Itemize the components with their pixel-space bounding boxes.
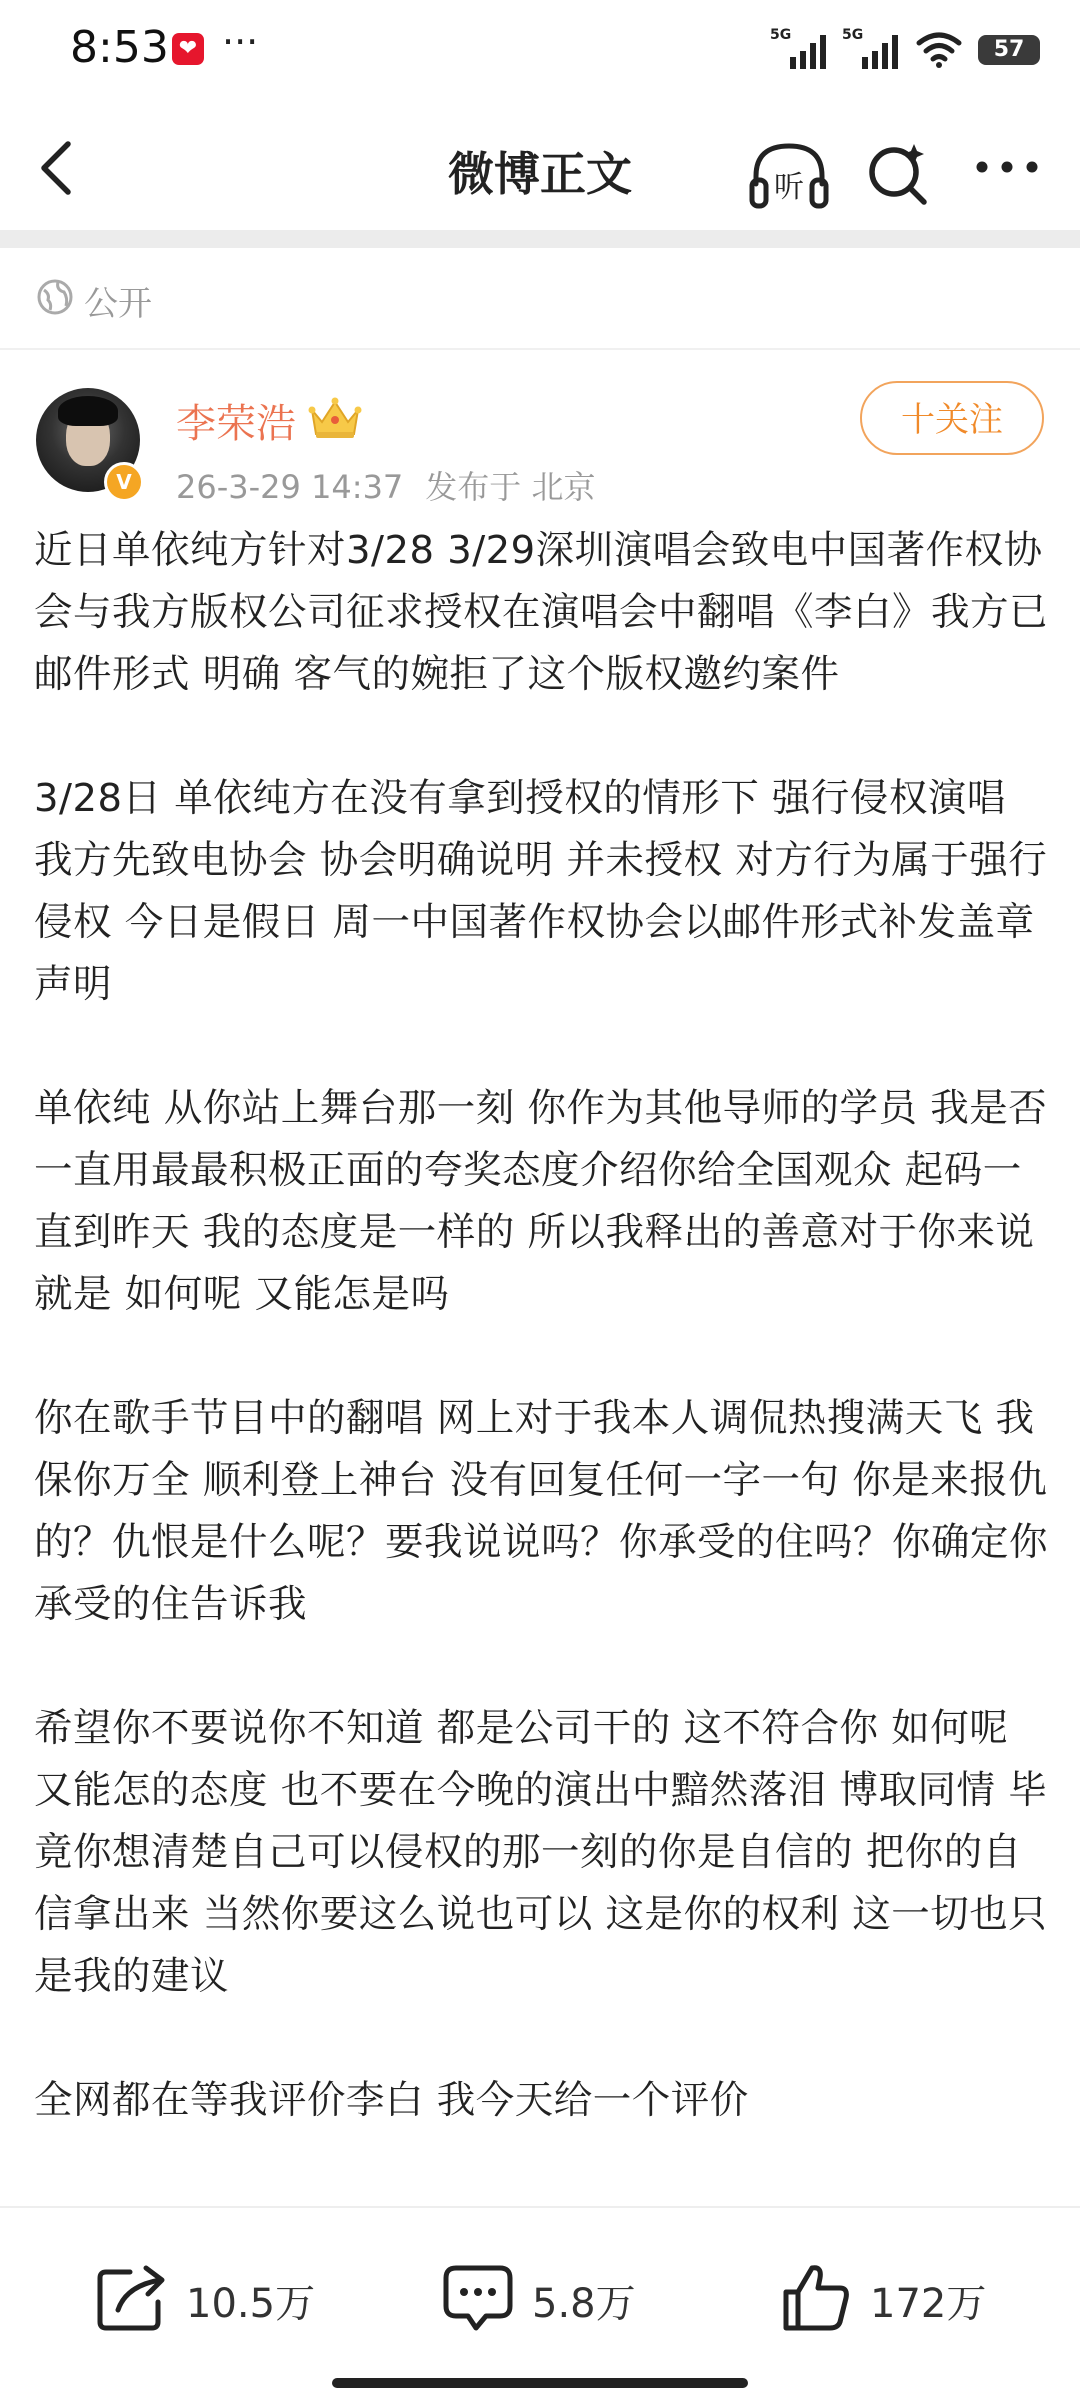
home-indicator[interactable] (332, 2378, 748, 2388)
page-title: 微博正文 (448, 147, 632, 201)
post-paragraph: 你在歌手节目中的翻唱 网上对于我本人调侃热搜满天飞 我保你万全 顺利登上神台 没有回复任何一字一句 你是来报仇的？仇恨是什么呢？要我说说吗？你承受的住吗？你确定你承受的住告诉我 (34, 1396, 1049, 1627)
like-button[interactable] (780, 2262, 1000, 2332)
comment-icon (442, 2262, 514, 2332)
follow-button[interactable]: 十关注 (860, 381, 1044, 455)
post-timestamp: 26-3-29 14:37 (176, 468, 404, 506)
status-bar (0, 0, 1080, 100)
author-row (0, 370, 1080, 510)
section-divider (0, 230, 1080, 248)
thumbs-up-icon (780, 2262, 852, 2334)
action-bar (0, 2206, 1080, 2402)
post-paragraph: 全网都在等我评价李白 我今天给一个评价 (34, 2078, 749, 2123)
post-paragraph: 希望你不要说你不知道 都是公司干的 这不符合你 如何呢 又能怎的态度 也不要在今晚的演出中黯然落泪 博取同情 毕竟你想清楚自己可以侵权的那一刻的你是自信的 把你的自信拿出来 当然你要这么说也可以 这是你的权利 这一切也只是我的建议 (34, 1706, 1048, 1999)
post-paragraph: 近日单依纯方针对3/28 3/29深圳演唱会致电中国著作权协会与我方版权公司征求授权在演唱会中翻唱《李白》我方已邮件形式 明确 客气的婉拒了这个版权邀约案件 (34, 528, 1049, 697)
visibility-row (0, 248, 1080, 350)
author-name[interactable]: 李荣浩 (176, 401, 296, 447)
status-more-dots: ··· (222, 20, 259, 64)
more-dots-icon[interactable] (972, 152, 1042, 182)
comment-button[interactable] (442, 2262, 662, 2332)
avatar-hair (58, 396, 118, 426)
repost-button[interactable] (96, 2262, 326, 2332)
nav-bar (0, 100, 1080, 230)
post-meta (176, 462, 595, 508)
svg-text:听: 听 (774, 170, 804, 205)
listen-icon[interactable] (748, 140, 830, 210)
crown-icon[interactable] (308, 394, 362, 440)
search-sparkle-icon[interactable] (866, 138, 930, 208)
heart-badge-icon: ❤ (172, 33, 204, 65)
signal-icon-2 (842, 25, 906, 75)
share-icon (96, 2262, 168, 2332)
comment-count: 5.8万 (532, 2281, 636, 2327)
post-paragraph: 3/28日 单依纯方在没有拿到授权的情形下 强行侵权演唱 我方先致电协会 协会明确说明 并未授权 对方行为属于强行侵权 今日是假日 周一中国著作权协会以邮件形式补发盖章声明 (34, 776, 1048, 1007)
post-paragraph: 单依纯 从你站上舞台那一刻 你作为其他导师的学员 我是否一直用最最积极正面的夸奖态度介绍你给全国观众 起码一直到昨天 我的态度是一样的 所以我释出的善意对于你来说 就是 如何呢 又能怎是吗 (34, 1086, 1048, 1317)
wifi-icon (916, 31, 962, 69)
globe-icon (36, 278, 74, 316)
svg-text:5G: 5G (770, 27, 792, 43)
like-count: 172万 (870, 2281, 987, 2327)
visibility-label: 公开 (84, 284, 152, 324)
post-body (34, 520, 1050, 2132)
signal-icon (770, 25, 834, 75)
battery-indicator: 57 (978, 35, 1040, 65)
post-location: 发布于 北京 (425, 468, 596, 506)
svg-text:5G: 5G (842, 27, 864, 43)
status-time: 8:53 (70, 22, 169, 73)
verified-v-icon: V (104, 462, 144, 502)
repost-count: 10.5万 (186, 2281, 316, 2327)
status-indicators (770, 25, 1040, 75)
